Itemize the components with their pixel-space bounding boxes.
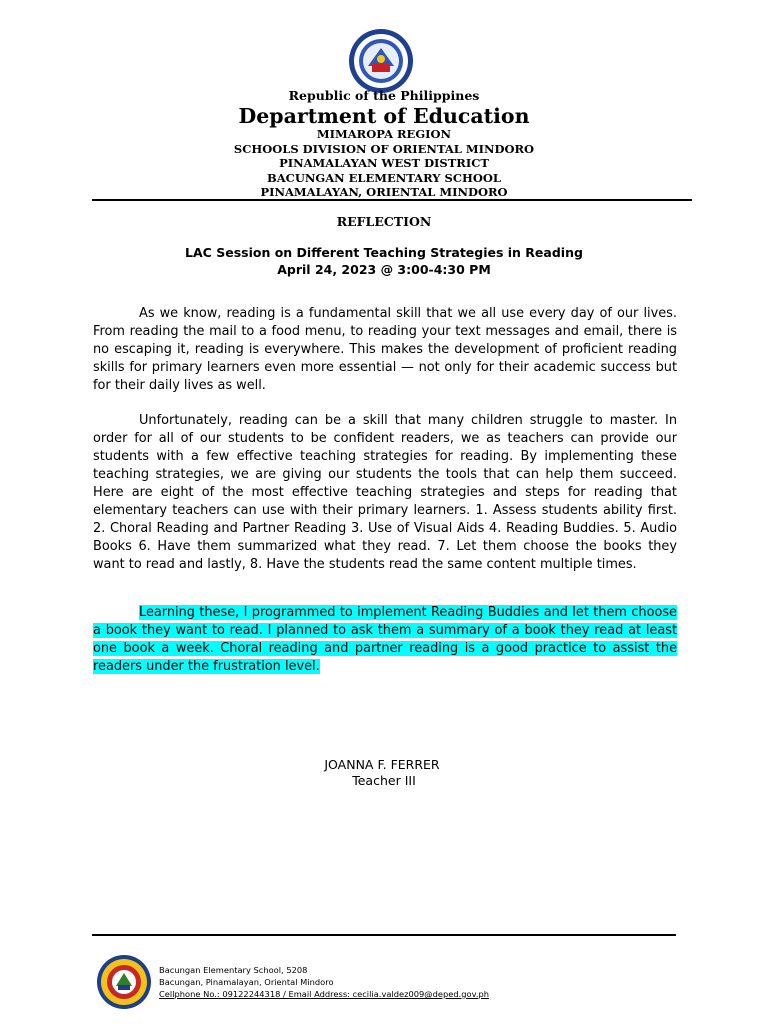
paragraph-1-text: As we know, reading is a fundamental skill that we all use every day of our lives. From reading the mail to a food menu, to reading your text messages and email, there is no escaping it, reading is everywhere. This makes the development of proficient reading skills for primary learners even more essential — not only for their academic success but for their daily lives as well. [93, 306, 677, 394]
school-logo-icon [96, 954, 152, 1010]
paragraph-1 [93, 305, 677, 395]
footer-divider [92, 934, 676, 936]
deped-seal-icon [348, 28, 414, 94]
footer-school-address: Bacungan Elementary School, 5208 [159, 965, 308, 975]
document-title: REFLECTION [336, 214, 432, 229]
paragraph-2 [93, 412, 677, 574]
location-line: PINAMALAYAN, ORIENTAL MINDORO [260, 185, 508, 199]
paragraph-2-text: Unfortunately, reading can be a skill that many children struggle to master. In order for all of our students to be confident readers, we as teachers can provide our students with a few effective teaching strategies for reading. By implementing these teaching strategies, we are giving our students the tools that can help them succeed. Here are eight of the most effective teaching strategies and steps for reading that elementary teachers can use with their primary learners. 1. Assess students ability first. 2. Choral Reading and Partner Reading 3. Use of Visual Aids 4. Reading Buddies. 5. Audio Books 6. Have them summarized what they read. 7. Let them choose the books they want to read and lastly, 8. Have the students read the same content multiple times. [93, 413, 677, 573]
school-line: BACUNGAN ELEMENTARY SCHOOL [267, 170, 501, 185]
footer-contact: Cellphone No.: 09122244318 / Email Address: cecilia.valdez009@deped.gov.ph [159, 989, 490, 999]
header-divider [92, 199, 692, 201]
paragraph-3-text: Learning these, I programmed to implement Reading Buddies and let them choose a book they want to read. I planned to ask them a summary of a book they read at least one book a week. Choral reading and partner reading is a good practice to assist the readers under the frustration level. [93, 605, 677, 675]
paragraph-3-highlighted [93, 604, 677, 676]
signatory-position: Teacher III [352, 773, 416, 788]
region-line: MIMAROPA REGION [316, 127, 452, 141]
division-line: SCHOOLS DIVISION OF ORIENTAL MINDORO [233, 141, 535, 156]
footer-location: Bacungan, Pinamalayan, Oriental Mindoro [159, 977, 334, 987]
document-subtitle: LAC Session on Different Teaching Strategies in Reading [185, 245, 583, 260]
signatory-name: JOANNA F. FERRER [324, 757, 440, 772]
republic-heading: Republic of the Philippines [288, 88, 480, 103]
document-date: April 24, 2023 @ 3:00-4:30 PM [277, 262, 491, 277]
district-line: PINAMALAYAN WEST DISTRICT [279, 156, 489, 170]
department-heading: Department of Education [238, 104, 530, 128]
